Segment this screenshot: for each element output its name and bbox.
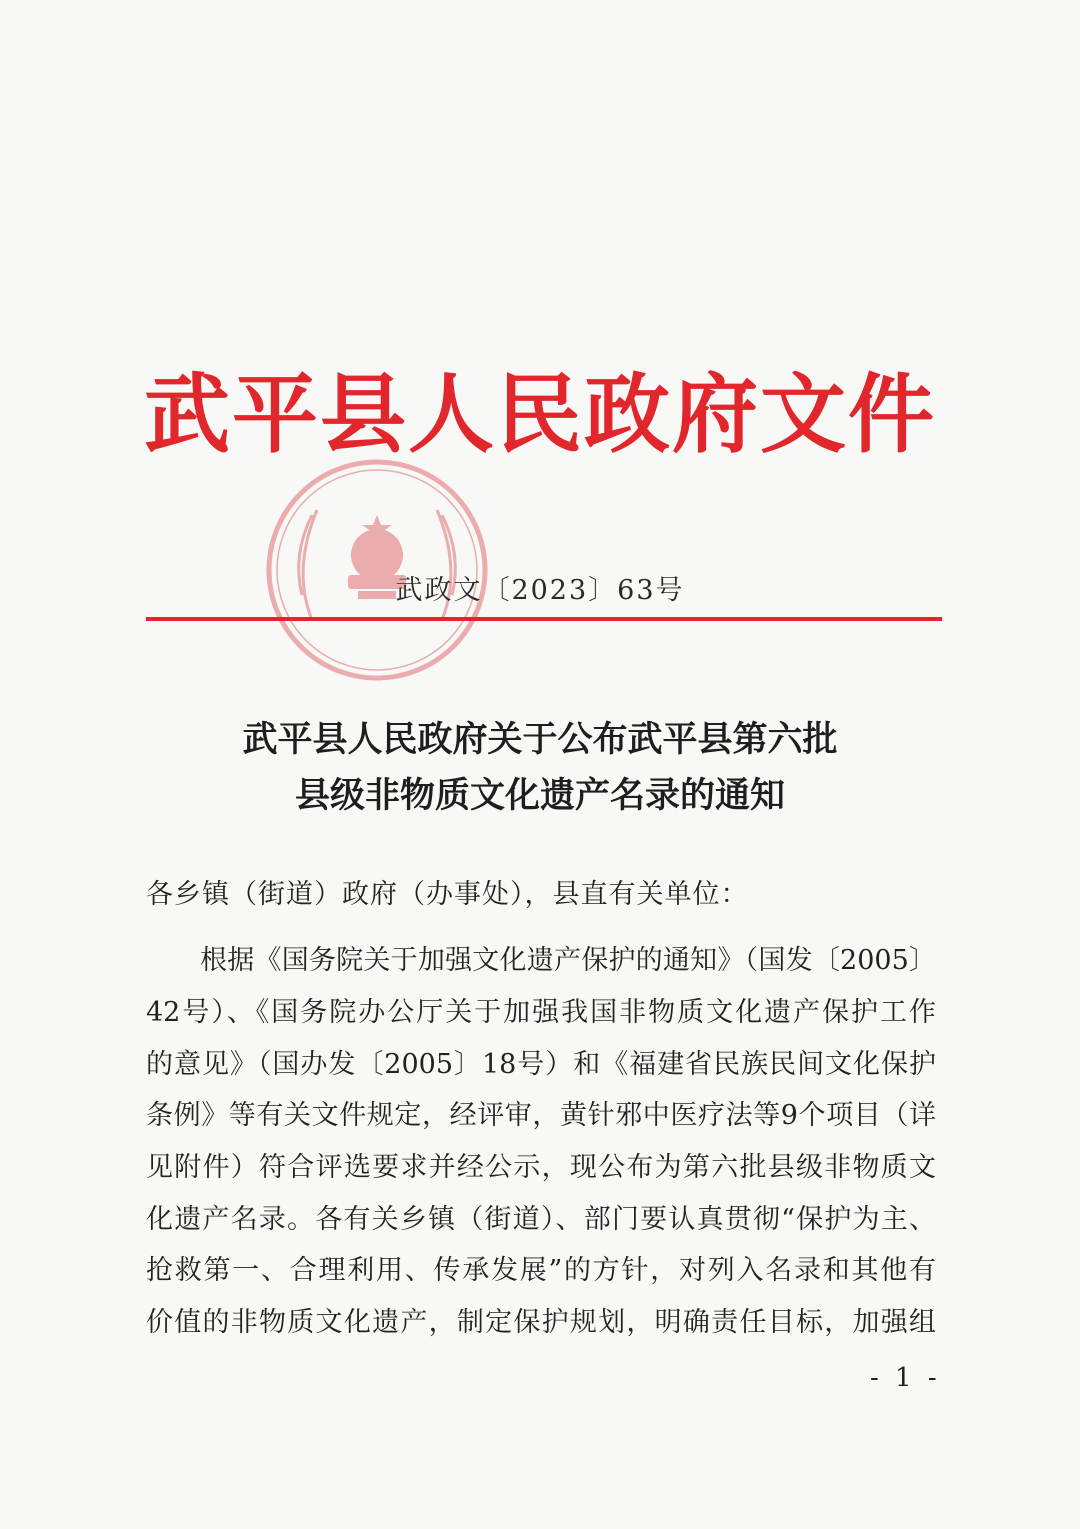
document-header-title: 武平县人民政府文件 — [144, 364, 936, 465]
document-number: 武政文〔2023〕63号 — [395, 575, 685, 606]
red-separator-line — [146, 617, 942, 621]
body-line-6: 化遗产名录。各有关乡镇（街道）、部门要认真贯彻“保护为主、 — [146, 1204, 936, 1235]
body-line-1: 根据《国务院关于加强文化遗产保护的通知》（国发〔2005〕 — [200, 945, 936, 976]
page-number: - 1 - — [870, 1363, 941, 1393]
body-line-4: 条例》等有关文件规定，经评审，黄针邪中医疗法等9个项目（详 — [146, 1100, 936, 1131]
addressee-line: 各乡镇（街道）政府（办事处），县直有关单位： — [146, 879, 749, 910]
body-line-3: 的意见》（国办发〔2005〕18号）和《福建省民族民间文化保护 — [146, 1049, 936, 1080]
notice-title-line-2: 县级非物质文化遗产名录的通知 — [294, 775, 785, 816]
body-line-7: 抢救第一、合理利用、传承发展”的方针，对列入名录和其他有 — [146, 1255, 936, 1286]
body-line-8: 价值的非物质文化遗产，制定保护规划，明确责任目标，加强组 — [146, 1307, 936, 1338]
notice-title-line-1: 武平县人民政府关于公布武平县第六批 — [242, 719, 838, 760]
body-line-5: 见附件）符合评选要求并经公示，现公布为第六批县级非物质文 — [146, 1152, 936, 1183]
bleed-through-marks — [540, 0, 570, 130]
body-line-2: 42号）、《国务院办公厅关于加强我国非物质文化遗产保护工作 — [146, 997, 936, 1028]
notice-title — [0, 712, 1080, 824]
